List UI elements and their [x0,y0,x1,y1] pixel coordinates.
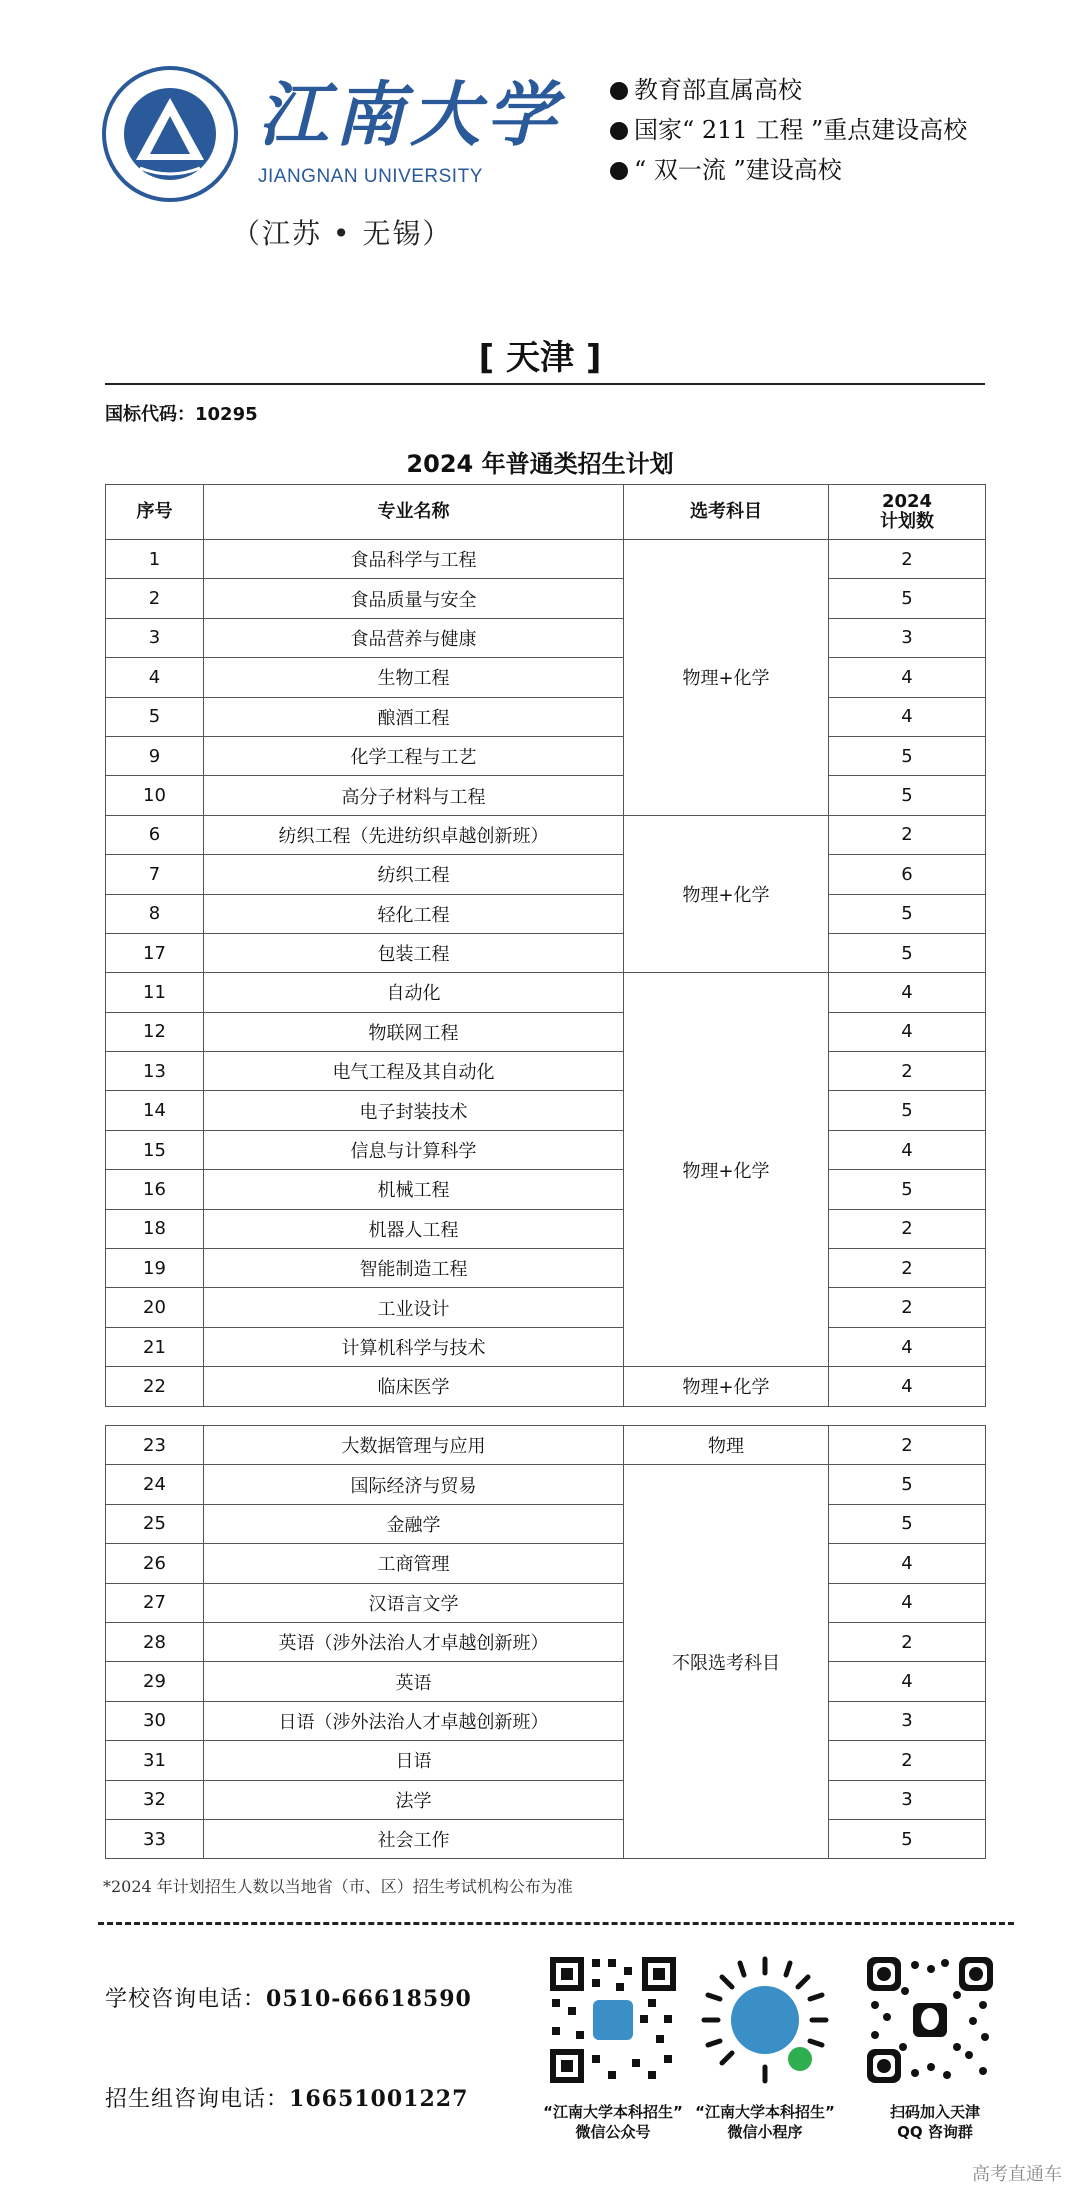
bullet-icon [610,122,628,140]
cell-major: 国际经济与贸易 [204,1465,624,1504]
plan-table-1 [105,484,986,1407]
cell-no: 14 [106,1091,204,1130]
table-row [106,1288,986,1327]
cell-plan: 5 [829,1465,986,1504]
table-row [106,855,986,894]
cell-major: 机械工程 [204,1170,624,1209]
cell-major: 电子封装技术 [204,1091,624,1130]
cell-plan: 4 [829,973,986,1012]
cell-no: 21 [106,1327,204,1366]
cell-plan: 6 [829,855,986,894]
cell-major: 包装工程 [204,933,624,972]
cell-no: 4 [106,658,204,697]
brand-name-cn: 江南大学 [258,73,562,156]
table-row [106,1819,986,1858]
table-row [106,1662,986,1701]
cell-major: 工商管理 [204,1544,624,1583]
cell-plan: 4 [829,1583,986,1622]
cell-major: 酿酒工程 [204,697,624,736]
cell-no: 30 [106,1701,204,1740]
cell-no: 18 [106,1209,204,1248]
cell-major: 信息与计算科学 [204,1130,624,1169]
dashed-divider [98,1922,1014,1925]
qr-caption-wechat-account: “江南大学本科招生” 微信公众号 [543,2103,683,2141]
cell-plan: 2 [829,1052,986,1091]
cell-major: 化学工程与工艺 [204,736,624,775]
cell-subject: 物理+化学 [624,973,829,1367]
cell-subject: 物理+化学 [624,815,829,973]
school-phone: 学校咨询电话：0510-66618590 [105,1986,472,2012]
location-text: （江苏 • 无锡） [232,217,453,250]
cell-no: 8 [106,894,204,933]
cell-no: 31 [106,1741,204,1780]
cell-no: 15 [106,1130,204,1169]
cell-plan: 3 [829,1701,986,1740]
cell-plan: 2 [829,1209,986,1248]
cell-major: 工业设计 [204,1288,624,1327]
plan-title: 2024 年普通类招生计划 [406,450,674,478]
cell-no: 7 [106,855,204,894]
school-code: 国标代码：10295 [105,404,258,425]
table-row [106,1091,986,1130]
cell-plan: 4 [829,1012,986,1051]
cell-no: 16 [106,1170,204,1209]
footnote: *2024 年计划招生人数以当地省（市、区）招生考试机构公布为准 [103,1877,573,1896]
cell-major: 物联网工程 [204,1012,624,1051]
cell-no: 27 [106,1583,204,1622]
table-row [106,658,986,697]
cell-major: 机器人工程 [204,1209,624,1248]
cell-plan: 4 [829,1662,986,1701]
cell-major: 纺织工程（先进纺织卓越创新班） [204,815,624,854]
table-row [106,540,986,579]
cell-plan: 4 [829,1544,986,1583]
table-row [106,1780,986,1819]
table-row [106,1170,986,1209]
cell-no: 9 [106,736,204,775]
table-row [106,933,986,972]
cell-subject: 物理+化学 [624,540,829,816]
table-row [106,1209,986,1248]
group-phone: 招生组咨询电话：16651001227 [105,2086,469,2112]
cell-major: 日语（涉外法治人才卓越创新班） [204,1701,624,1740]
cell-plan: 2 [829,540,986,579]
university-logo [100,64,240,204]
feature-item: “ 双一流 ”建设高校 [610,150,967,190]
qr-caption-miniprogram: “江南大学本科招生” 微信小程序 [695,2103,835,2141]
table-row [106,736,986,775]
cell-no: 5 [106,697,204,736]
watermark: 高考直通车 [972,2164,1062,2185]
table-row [106,1504,986,1543]
wechat-miniprogram-code-icon [700,1955,830,2085]
cell-no: 33 [106,1819,204,1858]
cell-plan: 5 [829,776,986,815]
table-row [106,776,986,815]
cell-major: 汉语言文学 [204,1583,624,1622]
header-major: 专业名称 [204,485,624,540]
header-plan: 2024 计划数 [829,485,986,540]
table-row [106,1367,986,1406]
divider [105,383,985,385]
header-subject: 选考科目 [624,485,829,540]
cell-major: 金融学 [204,1504,624,1543]
cell-no: 28 [106,1622,204,1661]
plan-table-2 [105,1425,986,1859]
wechat-account-qr-icon [548,1955,678,2085]
cell-no: 26 [106,1544,204,1583]
cell-plan: 4 [829,1367,986,1406]
cell-no: 13 [106,1052,204,1091]
cell-major: 电气工程及其自动化 [204,1052,624,1091]
cell-no: 20 [106,1288,204,1327]
cell-no: 2 [106,579,204,618]
cell-no: 1 [106,540,204,579]
cell-major: 英语（涉外法治人才卓越创新班） [204,1622,624,1661]
cell-major: 英语 [204,1662,624,1701]
cell-plan: 5 [829,1091,986,1130]
cell-plan: 3 [829,1780,986,1819]
cell-plan: 4 [829,1130,986,1169]
cell-major: 自动化 [204,973,624,1012]
cell-subject: 物理 [624,1426,829,1465]
table-row [106,973,986,1012]
cell-major: 计算机科学与技术 [204,1327,624,1366]
cell-no: 3 [106,618,204,657]
bullet-icon [610,82,628,100]
cell-plan: 5 [829,736,986,775]
cell-no: 22 [106,1367,204,1406]
cell-no: 29 [106,1662,204,1701]
cell-no: 25 [106,1504,204,1543]
cell-plan: 5 [829,1504,986,1543]
cell-no: 6 [106,815,204,854]
table-row [106,1327,986,1366]
cell-plan: 5 [829,1170,986,1209]
table-row [106,1741,986,1780]
table-row [106,1249,986,1288]
cell-no: 19 [106,1249,204,1288]
cell-plan: 2 [829,1622,986,1661]
cell-no: 10 [106,776,204,815]
cell-plan: 5 [829,933,986,972]
cell-major: 大数据管理与应用 [204,1426,624,1465]
feature-item: 教育部直属高校 [610,70,967,110]
cell-plan: 4 [829,697,986,736]
header-no: 序号 [106,485,204,540]
qr-caption-qq-group: 扫码加入天津 QQ 咨询群 [889,2103,980,2141]
cell-plan: 5 [829,894,986,933]
cell-no: 12 [106,1012,204,1051]
cell-subject: 不限选考科目 [624,1465,829,1859]
cell-major: 食品科学与工程 [204,540,624,579]
table-row [106,1052,986,1091]
feature-list [610,70,967,190]
cell-plan: 2 [829,1741,986,1780]
table-header-row [106,485,986,540]
cell-major: 法学 [204,1780,624,1819]
brand-name-en: JIANGNAN UNIVERSITY [258,166,483,187]
cell-major: 智能制造工程 [204,1249,624,1288]
cell-no: 17 [106,933,204,972]
table-row [106,1622,986,1661]
cell-major: 纺织工程 [204,855,624,894]
cell-plan: 5 [829,1819,986,1858]
table-row [106,697,986,736]
cell-no: 23 [106,1426,204,1465]
cell-plan: 5 [829,579,986,618]
cell-major: 日语 [204,1741,624,1780]
cell-no: 24 [106,1465,204,1504]
cell-plan: 2 [829,815,986,854]
cell-major: 社会工作 [204,1819,624,1858]
table-row [106,618,986,657]
cell-plan: 2 [829,1249,986,1288]
qq-group-qr-icon [865,1955,995,2085]
cell-plan: 4 [829,1327,986,1366]
table-row [106,894,986,933]
table-row [106,1583,986,1622]
cell-subject: 物理+化学 [624,1367,829,1406]
cell-plan: 4 [829,658,986,697]
table-row [106,1701,986,1740]
table-row [106,1130,986,1169]
table-row [106,1544,986,1583]
feature-item: 国家“ 211 工程 ”重点建设高校 [610,110,967,150]
bullet-icon [610,162,628,180]
cell-no: 11 [106,973,204,1012]
table-row [106,579,986,618]
cell-major: 高分子材料与工程 [204,776,624,815]
region-title: [ 天津 ] [478,338,602,378]
cell-no: 32 [106,1780,204,1819]
cell-major: 食品质量与安全 [204,579,624,618]
table-row [106,1426,986,1465]
table-row [106,815,986,854]
cell-plan: 2 [829,1426,986,1465]
cell-plan: 2 [829,1288,986,1327]
table-row [106,1012,986,1051]
table-row [106,1465,986,1504]
cell-major: 食品营养与健康 [204,618,624,657]
cell-plan: 3 [829,618,986,657]
cell-major: 临床医学 [204,1367,624,1406]
cell-major: 生物工程 [204,658,624,697]
brand-block [258,70,562,188]
cell-major: 轻化工程 [204,894,624,933]
